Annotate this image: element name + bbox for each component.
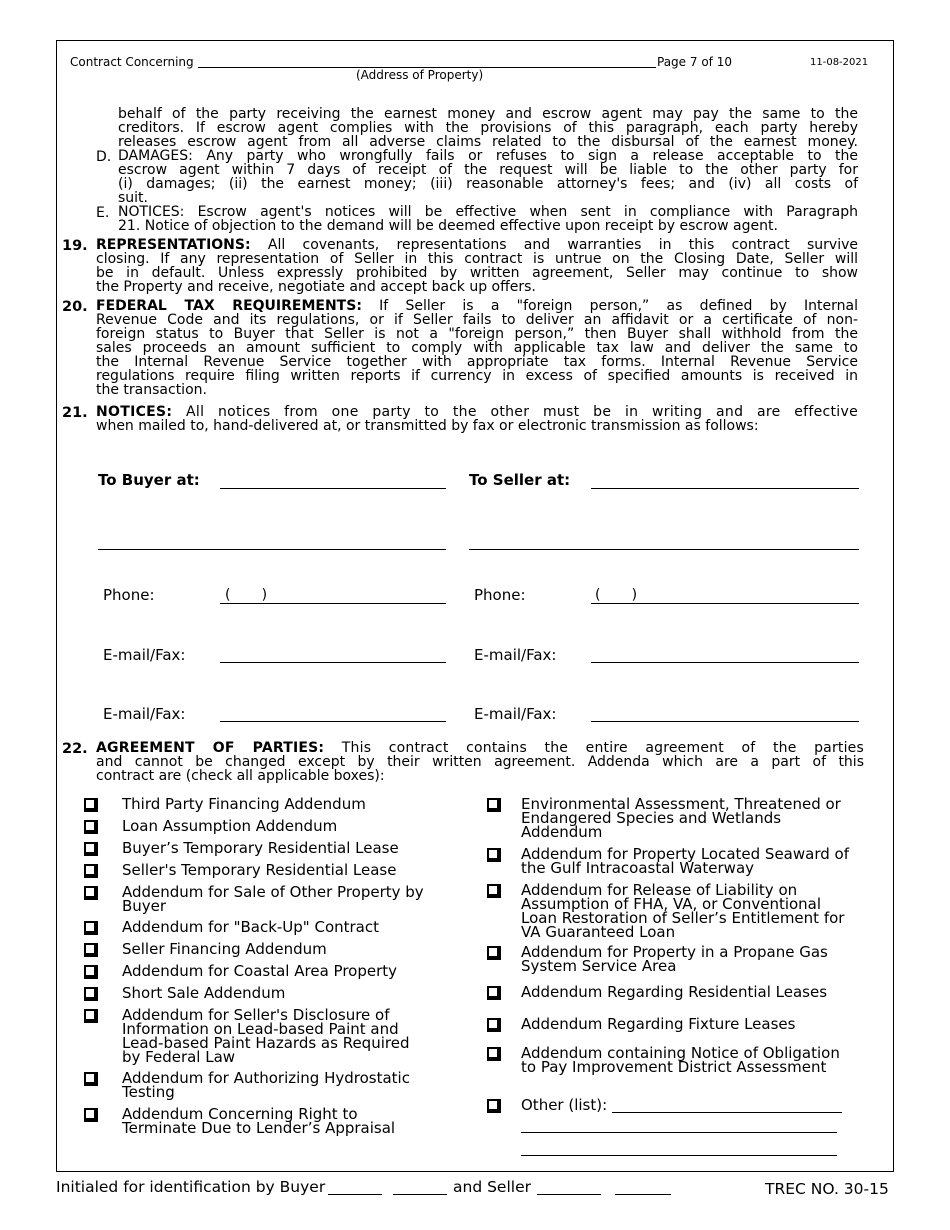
and-seller-label: and Seller bbox=[453, 1178, 531, 1196]
addendum-text-line: Assumption of FHA, VA, or Conventional bbox=[521, 895, 822, 913]
addendum-left-label-7 bbox=[122, 942, 327, 956]
text-line: the Property and receive, negotiate and accept back up offers. bbox=[96, 279, 536, 295]
paragraph-d-damages bbox=[118, 149, 858, 205]
addendum-text-line: Addendum for Seller's Disclosure of bbox=[122, 1006, 390, 1024]
seller-address-line-1[interactable] bbox=[591, 488, 859, 489]
addendum-left-checkbox-11[interactable] bbox=[84, 1072, 96, 1084]
addendum-left-checkbox-5[interactable] bbox=[84, 886, 96, 898]
page-number: Page 7 of 10 bbox=[657, 55, 732, 69]
addendum-right-label-6 bbox=[521, 1017, 795, 1031]
addendum-right-checkbox-8[interactable] bbox=[487, 1099, 499, 1111]
addendum-text-line: Loan Assumption Addendum bbox=[122, 817, 338, 835]
addendum-left-label-10 bbox=[122, 1008, 409, 1064]
addendum-text-line: to Pay Improvement District Assessment bbox=[521, 1058, 827, 1076]
text-line: releases escrow agent from all adverse claims related to the disbursal of the earnest money. bbox=[118, 134, 858, 150]
section-20-number: 20. bbox=[62, 299, 88, 315]
paragraph-e-notices bbox=[118, 205, 858, 233]
text-line: NOTICES: Escrow agent's notices will be effective when sent in compliance with Paragraph bbox=[118, 204, 858, 220]
section-21-notices bbox=[96, 405, 858, 433]
addendum-left-label-11 bbox=[122, 1071, 410, 1099]
addendum-right-label-1 bbox=[521, 797, 841, 839]
buyer-initial-line-2[interactable] bbox=[393, 1194, 447, 1195]
initialed-by-buyer-label: Initialed for identification by Buyer bbox=[56, 1178, 326, 1196]
text-line: Revenue Code and its regulations, or if Seller fails to deliver an affidavit or a certificate of non- bbox=[96, 312, 858, 328]
form-date-code: 11-08-2021 bbox=[810, 57, 869, 68]
buyer-phone-line[interactable] bbox=[220, 603, 446, 604]
seller-phone-area-code: ( ) bbox=[595, 587, 638, 603]
paragraph-e-marker: E. bbox=[96, 205, 110, 221]
addendum-left-label-8 bbox=[122, 964, 397, 978]
addendum-right-checkbox-4[interactable] bbox=[487, 946, 499, 958]
trec-form-number: TREC NO. 30-15 bbox=[765, 1180, 889, 1198]
other-list-line-2[interactable] bbox=[521, 1132, 837, 1133]
addendum-right-checkbox-2[interactable] bbox=[487, 848, 499, 860]
paragraph-c-continuation bbox=[118, 107, 858, 149]
addendum-text-line: Addendum containing Notice of Obligation bbox=[521, 1044, 840, 1062]
buyer-email-fax-label-1: E-mail/Fax: bbox=[103, 646, 186, 664]
addendum-text-line: Lead-based Paint Hazards as Required bbox=[122, 1034, 410, 1052]
addendum-left-label-3 bbox=[122, 841, 399, 855]
addendum-text-line: Addendum for "Back-Up" Contract bbox=[122, 918, 379, 936]
addendum-right-checkbox-6[interactable] bbox=[487, 1018, 499, 1030]
addendum-text-line: Addendum for Sale of Other Property by bbox=[122, 883, 424, 901]
addendum-text-line: Addendum for Property Located Seaward of bbox=[521, 845, 849, 863]
addendum-right-label-2 bbox=[521, 847, 849, 875]
addendum-left-label-12 bbox=[122, 1107, 395, 1135]
addendum-left-checkbox-3[interactable] bbox=[84, 842, 96, 854]
other-list-line-1[interactable] bbox=[612, 1112, 842, 1113]
text-line: the Internal Revenue Service together with appropriate tax forms. Internal Revenue Service bbox=[96, 354, 858, 370]
text-line: 21. Notice of objection to the demand will be deemed effective upon receipt by escrow agent. bbox=[118, 218, 778, 234]
to-seller-label: To Seller at: bbox=[469, 471, 571, 489]
addendum-text-line: Seller's Temporary Residential Lease bbox=[122, 861, 397, 879]
seller-email-fax-line-2[interactable] bbox=[591, 721, 859, 722]
section-19-title: REPRESENTATIONS: bbox=[96, 237, 251, 253]
addendum-text-line: Buyer bbox=[122, 897, 167, 915]
text-line: sales proceeds an amount sufficient to comply with applicable tax law and deliver the same to bbox=[96, 340, 858, 356]
section-22-title: AGREEMENT OF PARTIES: bbox=[96, 740, 325, 756]
addendum-right-label-7 bbox=[521, 1046, 840, 1074]
addendum-text-line: Buyer’s Temporary Residential Lease bbox=[122, 839, 399, 857]
seller-email-fax-label-1: E-mail/Fax: bbox=[474, 646, 557, 664]
text-line: when mailed to, hand-delivered at, or transmitted by fax or electronic transmission as follows: bbox=[96, 418, 759, 434]
text-line: the transaction. bbox=[96, 382, 207, 398]
section-19-representations bbox=[96, 238, 858, 294]
buyer-phone-label: Phone: bbox=[103, 586, 155, 604]
addendum-text-line: Addendum Concerning Right to bbox=[122, 1105, 358, 1123]
text-line: contract are (check all applicable boxes): bbox=[96, 768, 385, 784]
addendum-text-line: Endangered Species and Wetlands bbox=[521, 809, 782, 827]
text-line: regulations require filing written reports if currency in excess of specified amounts is received in bbox=[96, 368, 858, 384]
addendum-left-checkbox-7[interactable] bbox=[84, 943, 96, 955]
addendum-text-line: by Federal Law bbox=[122, 1048, 236, 1066]
addendum-right-checkbox-7[interactable] bbox=[487, 1047, 499, 1059]
addendum-left-label-2 bbox=[122, 819, 337, 833]
addendum-text-line: Addendum for Release of Liability on bbox=[521, 881, 798, 899]
addendum-text-line: Addendum for Authorizing Hydrostatic bbox=[122, 1069, 410, 1087]
addendum-text-line: Loan Restoration of Seller’s Entitlement for bbox=[521, 909, 845, 927]
addendum-left-checkbox-10[interactable] bbox=[84, 1009, 96, 1021]
section-22-number: 22. bbox=[62, 741, 88, 757]
addendum-text-line: Short Sale Addendum bbox=[122, 984, 286, 1002]
addendum-left-label-5 bbox=[122, 885, 424, 913]
text-line: DAMAGES: Any party who wrongfully fails or refuses to sign a release acceptable to the bbox=[118, 148, 858, 164]
text-line: suit. bbox=[118, 190, 148, 206]
addendum-right-checkbox-1[interactable] bbox=[487, 798, 499, 810]
addendum-left-checkbox-12[interactable] bbox=[84, 1108, 96, 1120]
addendum-text-line: VA Guaranteed Loan bbox=[521, 923, 676, 941]
addendum-left-checkbox-2[interactable] bbox=[84, 820, 96, 832]
text-line: and cannot be changed except by their written agreement. Addenda which are a part of this bbox=[96, 754, 864, 770]
addendum-text-line: Addendum Regarding Residential Leases bbox=[521, 983, 828, 1001]
text-line: (i) damages; (ii) the earnest money; (iii) reasonable attorney's fees; and (iv) all costs of bbox=[118, 176, 858, 192]
addendum-text-line: Other (list): bbox=[521, 1096, 608, 1114]
seller-address-line-2[interactable] bbox=[469, 549, 859, 550]
addendum-left-label-9 bbox=[122, 986, 285, 1000]
addendum-right-label-8 bbox=[521, 1098, 607, 1112]
addendum-left-label-4 bbox=[122, 863, 396, 877]
address-of-property-caption: (Address of Property) bbox=[356, 68, 484, 82]
addendum-text-line: Third Party Financing Addendum bbox=[122, 795, 366, 813]
text-line: All notices from one party to the other must be in writing and are effective bbox=[172, 404, 858, 420]
text-line: All covenants, representations and warranties in this contract survive bbox=[250, 237, 858, 253]
buyer-email-fax-line-1[interactable] bbox=[220, 662, 446, 663]
seller-initial-line-2[interactable] bbox=[615, 1194, 671, 1195]
addendum-text-line: System Service Area bbox=[521, 957, 677, 975]
contract-concerning-label: Contract Concerning bbox=[70, 55, 194, 69]
addendum-right-checkbox-5[interactable] bbox=[487, 986, 499, 998]
section-20-title: FEDERAL TAX REQUIREMENTS: bbox=[96, 298, 362, 314]
addendum-text-line: Testing bbox=[122, 1083, 175, 1101]
section-22-agreement bbox=[96, 741, 864, 783]
addendum-text-line: Environmental Assessment, Threatened or bbox=[521, 795, 841, 813]
section-21-title: NOTICES: bbox=[96, 404, 173, 420]
seller-phone-line[interactable] bbox=[591, 603, 859, 604]
text-line: creditors. If escrow agent complies with the provisions of this paragraph, each party hereby bbox=[118, 120, 858, 136]
buyer-address-line-1[interactable] bbox=[220, 488, 446, 489]
addendum-text-line: Addendum Regarding Fixture Leases bbox=[521, 1015, 796, 1033]
buyer-phone-area-code: ( ) bbox=[225, 587, 268, 603]
addendum-right-label-4 bbox=[521, 945, 828, 973]
addendum-text-line: Information on Lead-based Paint and bbox=[122, 1020, 399, 1038]
addendum-left-label-1 bbox=[122, 797, 366, 811]
text-line: If Seller is a "foreign person,” as defined by Internal bbox=[361, 298, 859, 314]
addendum-text-line: Addendum for Property in a Propane Gas bbox=[521, 943, 828, 961]
paragraph-d-marker: D. bbox=[96, 149, 112, 165]
text-line: This contract contains the entire agreement of the parties bbox=[324, 740, 864, 756]
addendum-right-label-5 bbox=[521, 985, 827, 999]
buyer-address-line-2[interactable] bbox=[98, 549, 446, 550]
addendum-text-line: Addendum for Coastal Area Property bbox=[122, 962, 398, 980]
addendum-text-line: Terminate Due to Lender’s Appraisal bbox=[122, 1119, 396, 1137]
text-line: behalf of the party receiving the earnest money and escrow agent may pay the same to the bbox=[118, 106, 858, 122]
section-21-number: 21. bbox=[62, 405, 88, 421]
addendum-left-checkbox-9[interactable] bbox=[84, 987, 96, 999]
addendum-text-line: Addendum bbox=[521, 823, 603, 841]
seller-email-fax-label-2: E-mail/Fax: bbox=[474, 705, 557, 723]
addendum-left-checkbox-4[interactable] bbox=[84, 864, 96, 876]
buyer-initial-line-1[interactable] bbox=[328, 1194, 382, 1195]
addendum-left-label-6 bbox=[122, 920, 379, 934]
to-buyer-label: To Buyer at: bbox=[98, 471, 200, 489]
addendum-text-line: the Gulf Intracoastal Waterway bbox=[521, 859, 755, 877]
seller-initial-line-1[interactable] bbox=[537, 1194, 601, 1195]
buyer-email-fax-line-2[interactable] bbox=[220, 721, 446, 722]
seller-email-fax-line-1[interactable] bbox=[591, 662, 859, 663]
addendum-left-checkbox-8[interactable] bbox=[84, 965, 96, 977]
addendum-right-checkbox-3[interactable] bbox=[487, 884, 499, 896]
buyer-email-fax-label-2: E-mail/Fax: bbox=[103, 705, 186, 723]
addendum-text-line: Seller Financing Addendum bbox=[122, 940, 327, 958]
text-line: foreign status to Buyer that Seller is not a "foreign person,” then Buyer shall withhold from the bbox=[96, 326, 858, 342]
other-list-line-3[interactable] bbox=[521, 1155, 837, 1156]
addendum-left-checkbox-6[interactable] bbox=[84, 921, 96, 933]
addendum-right-label-3 bbox=[521, 883, 844, 939]
text-line: closing. If any representation of Seller in this contract is untrue on the Closing Date, Seller will bbox=[96, 251, 858, 267]
addendum-left-checkbox-1[interactable] bbox=[84, 798, 96, 810]
text-line: be in default. Unless expressly prohibited by written agreement, Seller may continue to show bbox=[96, 265, 858, 281]
seller-phone-label: Phone: bbox=[474, 586, 526, 604]
section-19-number: 19. bbox=[62, 238, 88, 254]
section-20-federal-tax bbox=[96, 299, 858, 397]
text-line: escrow agent within 7 days of receipt of the request will be liable to the other party for bbox=[118, 162, 858, 178]
